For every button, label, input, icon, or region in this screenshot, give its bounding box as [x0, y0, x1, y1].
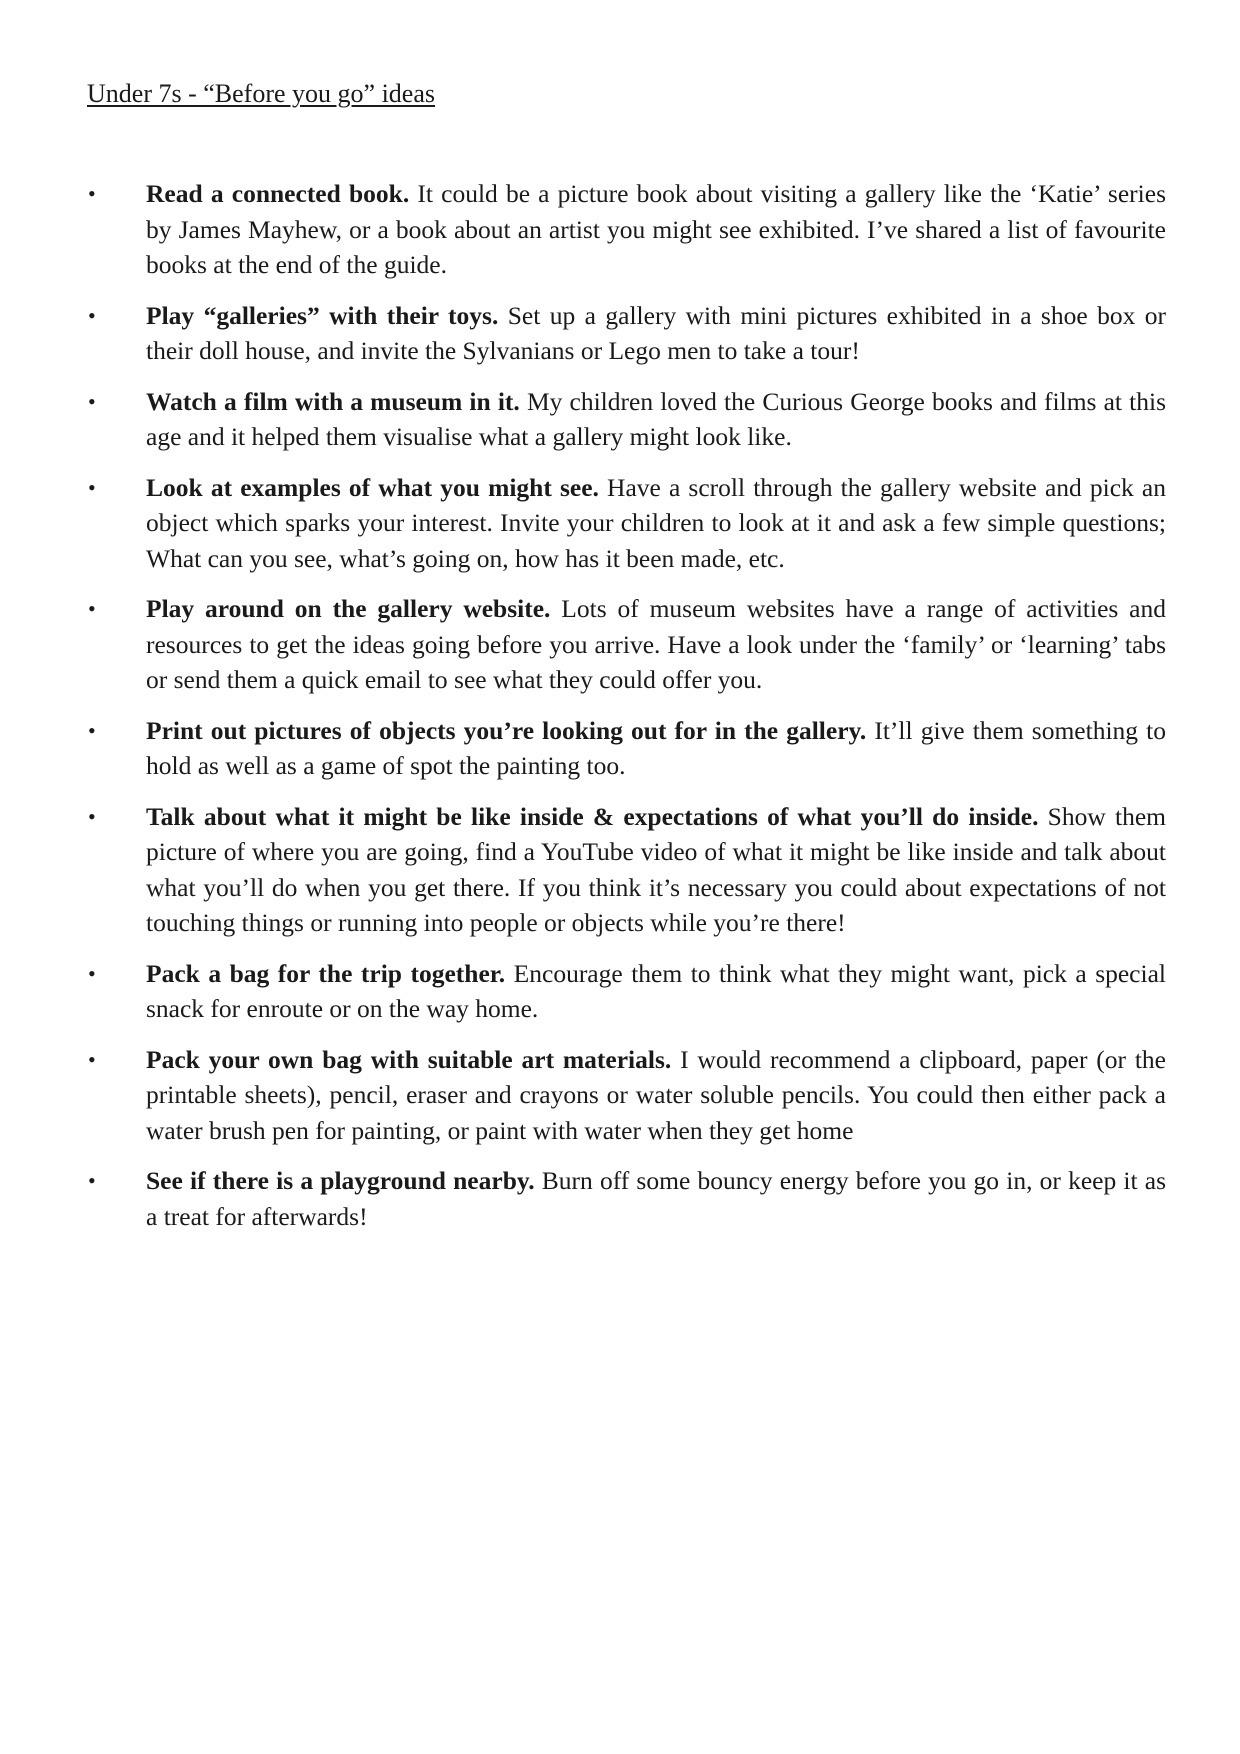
page-title: Under 7s - “Before you go” ideas	[87, 79, 435, 108]
idea-text: I would recommend a clipboard, paper (or the printable sheets), pencil, eraser and crayons or water soluble pencils. You could then either pack a water brush pen for painting, or paint with water when they get home	[146, 1044, 1166, 1145]
idea-text: My children loved the Curious George books and films at this age and it helped them visualise what a gallery might look like.	[146, 386, 1167, 451]
idea-text: Encourage them to think what they might want, pick a special snack for enroute or on the way home.	[146, 958, 1166, 1023]
list-item	[0, 384, 1166, 455]
idea-heading: Pack a bag for the trip together.	[146, 958, 506, 988]
bullet-icon: •	[88, 181, 96, 206]
idea-text: Lots of museum websites have a range of activities and resources to get the ideas going before you arrive. Have a look under the ‘family’ or ‘learning’ tabs or send them a quick email to see what they could offer you.	[146, 594, 1166, 694]
bullet-icon: •	[88, 1168, 96, 1193]
idea-text: It could be a picture book about visiting a gallery like the ‘Katie’ series by James Mayhew, or a book about an artist you might see exhibited. I’ve shared a list of favourite books at the end of the guide.	[146, 179, 1166, 279]
list-item	[0, 176, 1166, 283]
idea-text: Burn off some bouncy energy before you go in, or keep it as a treat for afterwards!	[146, 1166, 1166, 1231]
list-item	[0, 1163, 1166, 1234]
bullet-icon: •	[88, 803, 96, 829]
bullet-icon: •	[88, 596, 96, 621]
bullet-icon: •	[88, 474, 96, 500]
idea-heading: Look at examples of what you might see.	[146, 472, 599, 502]
idea-heading: Watch a film with a museum in it.	[146, 386, 520, 416]
idea-heading: Print out pictures of objects you’re looking out for in the gallery.	[146, 715, 867, 745]
list-item	[0, 470, 1166, 577]
bullet-icon: •	[88, 960, 96, 986]
list-item	[0, 713, 1166, 784]
idea-heading: Play around on the gallery website.	[146, 594, 551, 623]
list-item	[0, 591, 1166, 698]
list-item	[0, 799, 1166, 941]
list-item	[0, 298, 1166, 369]
idea-heading: Read a connected book.	[146, 179, 410, 208]
idea-heading: Pack your own bag with suitable art materials.	[146, 1044, 672, 1074]
idea-text: It’ll give them something to hold as well as a game of spot the painting too.	[146, 715, 1166, 780]
bullet-icon: •	[88, 717, 96, 743]
bullet-icon: •	[88, 388, 96, 414]
idea-text: Have a scroll through the gallery website and pick an object which sparks your interest. Invite your children to look at it and ask a few simple questions; What can you see, what’s going on, how has it been made, etc.	[146, 472, 1166, 573]
ideas-list	[0, 176, 1240, 1249]
bullet-icon: •	[88, 1046, 96, 1072]
list-item	[0, 1042, 1166, 1149]
idea-text: Set up a gallery with mini pictures exhibited in a shoe box or their doll house, and invite the Sylvanians or Lego men to take a tour!	[146, 300, 1166, 365]
idea-heading: Talk about what it might be like inside & expectations of what you’ll do inside.	[146, 801, 1039, 831]
list-item	[0, 956, 1166, 1027]
idea-text: Show them picture of where you are going, find a YouTube video of what it might be like inside and talk about what you’ll do when you get there. If you think it’s necessary you could about expectations of not touching things or running into people or objects while you’re there!	[146, 801, 1166, 937]
bullet-icon: •	[88, 302, 96, 328]
idea-heading: See if there is a playground nearby.	[146, 1166, 535, 1195]
idea-heading: Play “galleries” with their toys.	[146, 300, 499, 330]
